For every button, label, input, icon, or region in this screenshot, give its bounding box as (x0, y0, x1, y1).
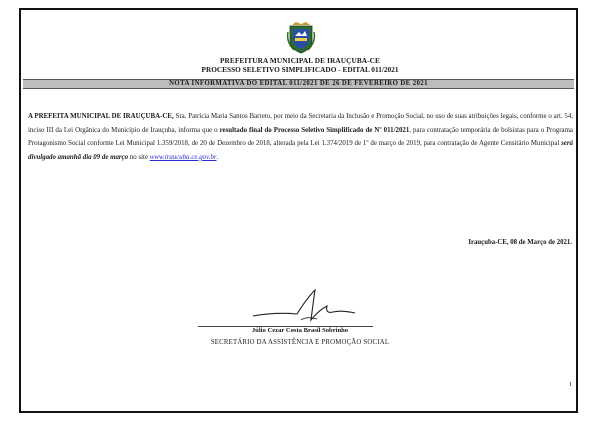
notice-banner (23, 79, 574, 89)
document-title: PREFEITURA MUNICIPAL DE IRAUÇUBA-CE (219, 56, 381, 65)
date-line: Irauçuba-CE, 08 de Março de 2021. (468, 239, 572, 246)
notice-banner-text: NOTA INFORMATIVA DO EDITAL 011/2021 DE 26 DE FEVEREIRO DE 2021 (169, 80, 428, 87)
paragraph-text-2: , para contratação temporária de bolsistas para o Programa Protagonismo Social conforme Lei Municipal 1.359/2018, de 20 de Dezembro de 2018, alterada pela Lei 1.374/2019 de 1º de março de 2019, para contratação de Agente Censitário Municipal (28, 126, 573, 148)
page-number: 1 (568, 381, 572, 388)
handwritten-signature-icon (245, 286, 365, 326)
website-link[interactable]: www.iraucuba.ce.gov.br (149, 153, 217, 161)
notice-paragraph (28, 110, 573, 164)
result-highlight: resultado final do Processo Seletivo Simplificado de Nº 011/2021 (219, 126, 410, 134)
paragraph-end: . (216, 153, 219, 161)
document-subtitle: PROCESSO SELETIVO SIMPLIFICADO - EDITAL 011/2021 (201, 65, 399, 74)
mayor-heading: A PREFEITA MUNICIPAL DE IRAUÇUBA-CE, (28, 113, 174, 120)
paragraph-text-1: Sra. Patrícia Maria Santos Barreto, por meio da Secretaria da Inclusão e Promoção Social, no uso de suas atribuições legais, conforme o art. 54, inciso III da Lei Orgânica do Município de Irauçuba, informa que o (28, 113, 573, 134)
paragraph-text-3: no site (128, 153, 150, 161)
signatory-role: SECRETÁRIO DA ASSISTÊNCIA E PROMOÇÃO SOCIAL (210, 339, 390, 346)
announcement-date: será divulgado amanhã dia 09 de março (28, 140, 573, 161)
municipal-seal-icon (286, 22, 316, 54)
signatory-name: Júlio Cezar Costa Brasil Sobrinho (251, 327, 349, 334)
